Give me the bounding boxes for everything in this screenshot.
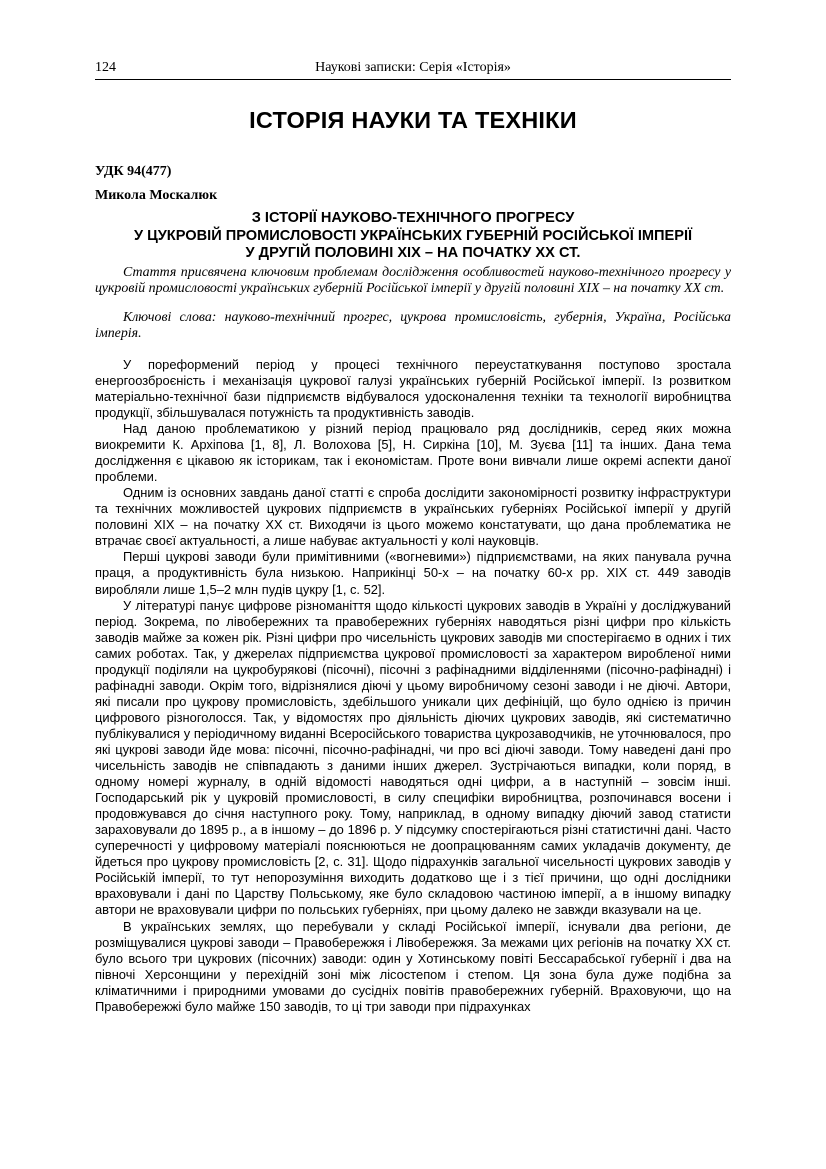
article-body	[95, 357, 731, 1015]
body-paragraph: В українських землях, що перебували у складі Російської імперії, існували два регіони, де розміщувалися цукрові заводи – Правобережжя і Лівобережжя. За межами цих регіонів на початку ХХ ст. було всього три цукрових (пісочних) заводи: один у Хотинському повіті Бессарабської губернії і два на півночі Херсонщини у перехідній зоні між лісостепом і степом. Ця зона була дуже подібна за кліматичними і природними умовами до сусідніх повітів правобережних губерній. Враховуючи, що на Правобережжі було майже 150 заводів, то ці три заводи при підрахунках	[95, 918, 731, 1014]
author-name: Микола Москалюк	[95, 188, 218, 203]
journal-page	[95, 58, 731, 1015]
body-paragraph: Над даною проблематикою у різний період працювало ряд дослідників, серед яких можна виокремити К. Архіпова [1, 8], Л. Волохова [5], Н. Сиркіна [10], М. Зуєва [11] та інших. Дана тема дослідження є цікавою як історикам, так і економістам. Проте вони вивчали лише окремі аспекти даної проблеми.	[95, 421, 731, 485]
udk-code: УДК 94(477)	[95, 164, 172, 179]
article-title-line: У ДРУГІЙ ПОЛОВИНІ ХІХ – НА ПОЧАТКУ ХХ СТ.	[245, 245, 581, 261]
body-paragraph: Перші цукрові заводи були примітивними («вогневими») підприємствами, на яких панувала ручна праця, а продуктивність була низькою. Наприкінці 50-х – на початку 60-х рр. ХІХ ст. 449 заводів виробляли лише 1,5–2 млн пудів цукру [1, с. 52].	[95, 549, 731, 597]
body-paragraph: У пореформений період у процесі технічного переустаткування поступово зростала енергоозброєність і механізація цукрової галузі українських губерній Російської імперії. Із розвитком матеріально-технічної бази підприємств відбувалося удосконалення техніки та технології виробництва продукції, збільшувалася потужність та продуктивність заводів.	[95, 356, 731, 421]
article-title	[95, 210, 731, 263]
body-paragraph: Одним із основних завдань даної статті є спроба дослідити закономірності розвитку інфраструктури та технічних можливостей цукрових підприємств в українських губерніях Російської імперії у другій половині ХІХ – на початку ХХ ст. Виходячи із цього можемо констатувати, що дана проблематика не втрачає своєї актуальності, а лише набуває актуальності у колі науковців.	[95, 485, 731, 549]
running-header	[95, 58, 731, 80]
body-paragraph: У літературі панує цифрове різноманіття щодо кількості цукрових заводів в Україні у досліджуваний період. Зокрема, по лівобережних та правобережних губерніях наводяться різні цифри про кількість заводів майже за кожен рік. Різні цифри про чисельність цукрових заводів ми спостерігаємо в одних і тих самих роботах. Так, у джерелах підприємства цукрової промисловості за характером виробленої ними продукції поділяли на цукробурякові (пісочні), пісочні з рафінадними відділеннями (пісочно-рафінадні) і рафінадні заводи. Окрім того, відрізнялися діючі у цьому виробничому сезоні заводи і не діючі. Автори, які писали про цукрову промисловість, здебільшого уникали цих дефініцій, що було однією із причин цифрового різноголосся. Так, у відомостях про діяльність діючих цукрових заводів, які систематично публікувалися у періодичному виданні Всеросійського товариства цукрозаводчиків, не уточнювалося, про які цукрові заводи йде мова: пісочні, пісочно-рафінадні, чи про всі діючі заводи. Тому наведені дані про чисельність заводів не співпадають з даними інших джерел. Зустрічаються випадки, коли поряд, в одному номері журналу, в одній відомості наводяться одні цифри, а в наступній – зовсім інші. Господарський рік у цукровій промисловості, в силу специфіки виробництва, розпочинався восени і продовжувався до січня наступного року. Тому, наприклад, в одному випадку діючий завод статисти зараховували до 1895 р., а в іншому – до 1896 р. У підсумку спостерігаються різні статистичні дані. Часто суперечності у цифровому матеріалі пояснюються не доопрацюванням самих укладачів документу, де йдеться про цукрову промисловість [2, с. 31]. Щодо підрахунків загальної чисельності цукрових заводів у Російській імперії, то тут непорозуміння виходить додатково ще і з тієї причини, що одні дослідники враховували і дані по Царству Польському, яке було складовою частиною імперії, а в іншому випадку автори не враховували цифри по польських губерніях, при цьому далеко не завжди вказували на це.	[95, 597, 731, 918]
section-title: ІСТОРІЯ НАУКИ ТА ТЕХНІКИ	[249, 107, 577, 133]
abstract: Стаття присвячена ключовим проблемам дослідження особливостей науково-технічного прогресу у цукровій промисловості українських губерній Російської імперії у другій половині ХІХ – на початку ХХ ст.	[95, 264, 731, 297]
article-title-line: З ІСТОРІЇ НАУКОВО-ТЕХНІЧНОГО ПРОГРЕСУ	[251, 210, 575, 226]
article-title-line: У ЦУКРОВІЙ ПРОМИСЛОВОСТІ УКРАЇНСЬКИХ ГУБЕРНІЙ РОСІЙСЬКОЇ ІМПЕРІЇ	[133, 227, 693, 244]
page-number: 124	[95, 60, 116, 75]
keywords: Ключові слова: науково-технічний прогрес, цукрова промисловість, губернія, Україна, Російська імперія.	[95, 309, 731, 342]
journal-title: Наукові записки: Серія «Історія»	[315, 60, 511, 75]
header-rule	[95, 79, 731, 80]
